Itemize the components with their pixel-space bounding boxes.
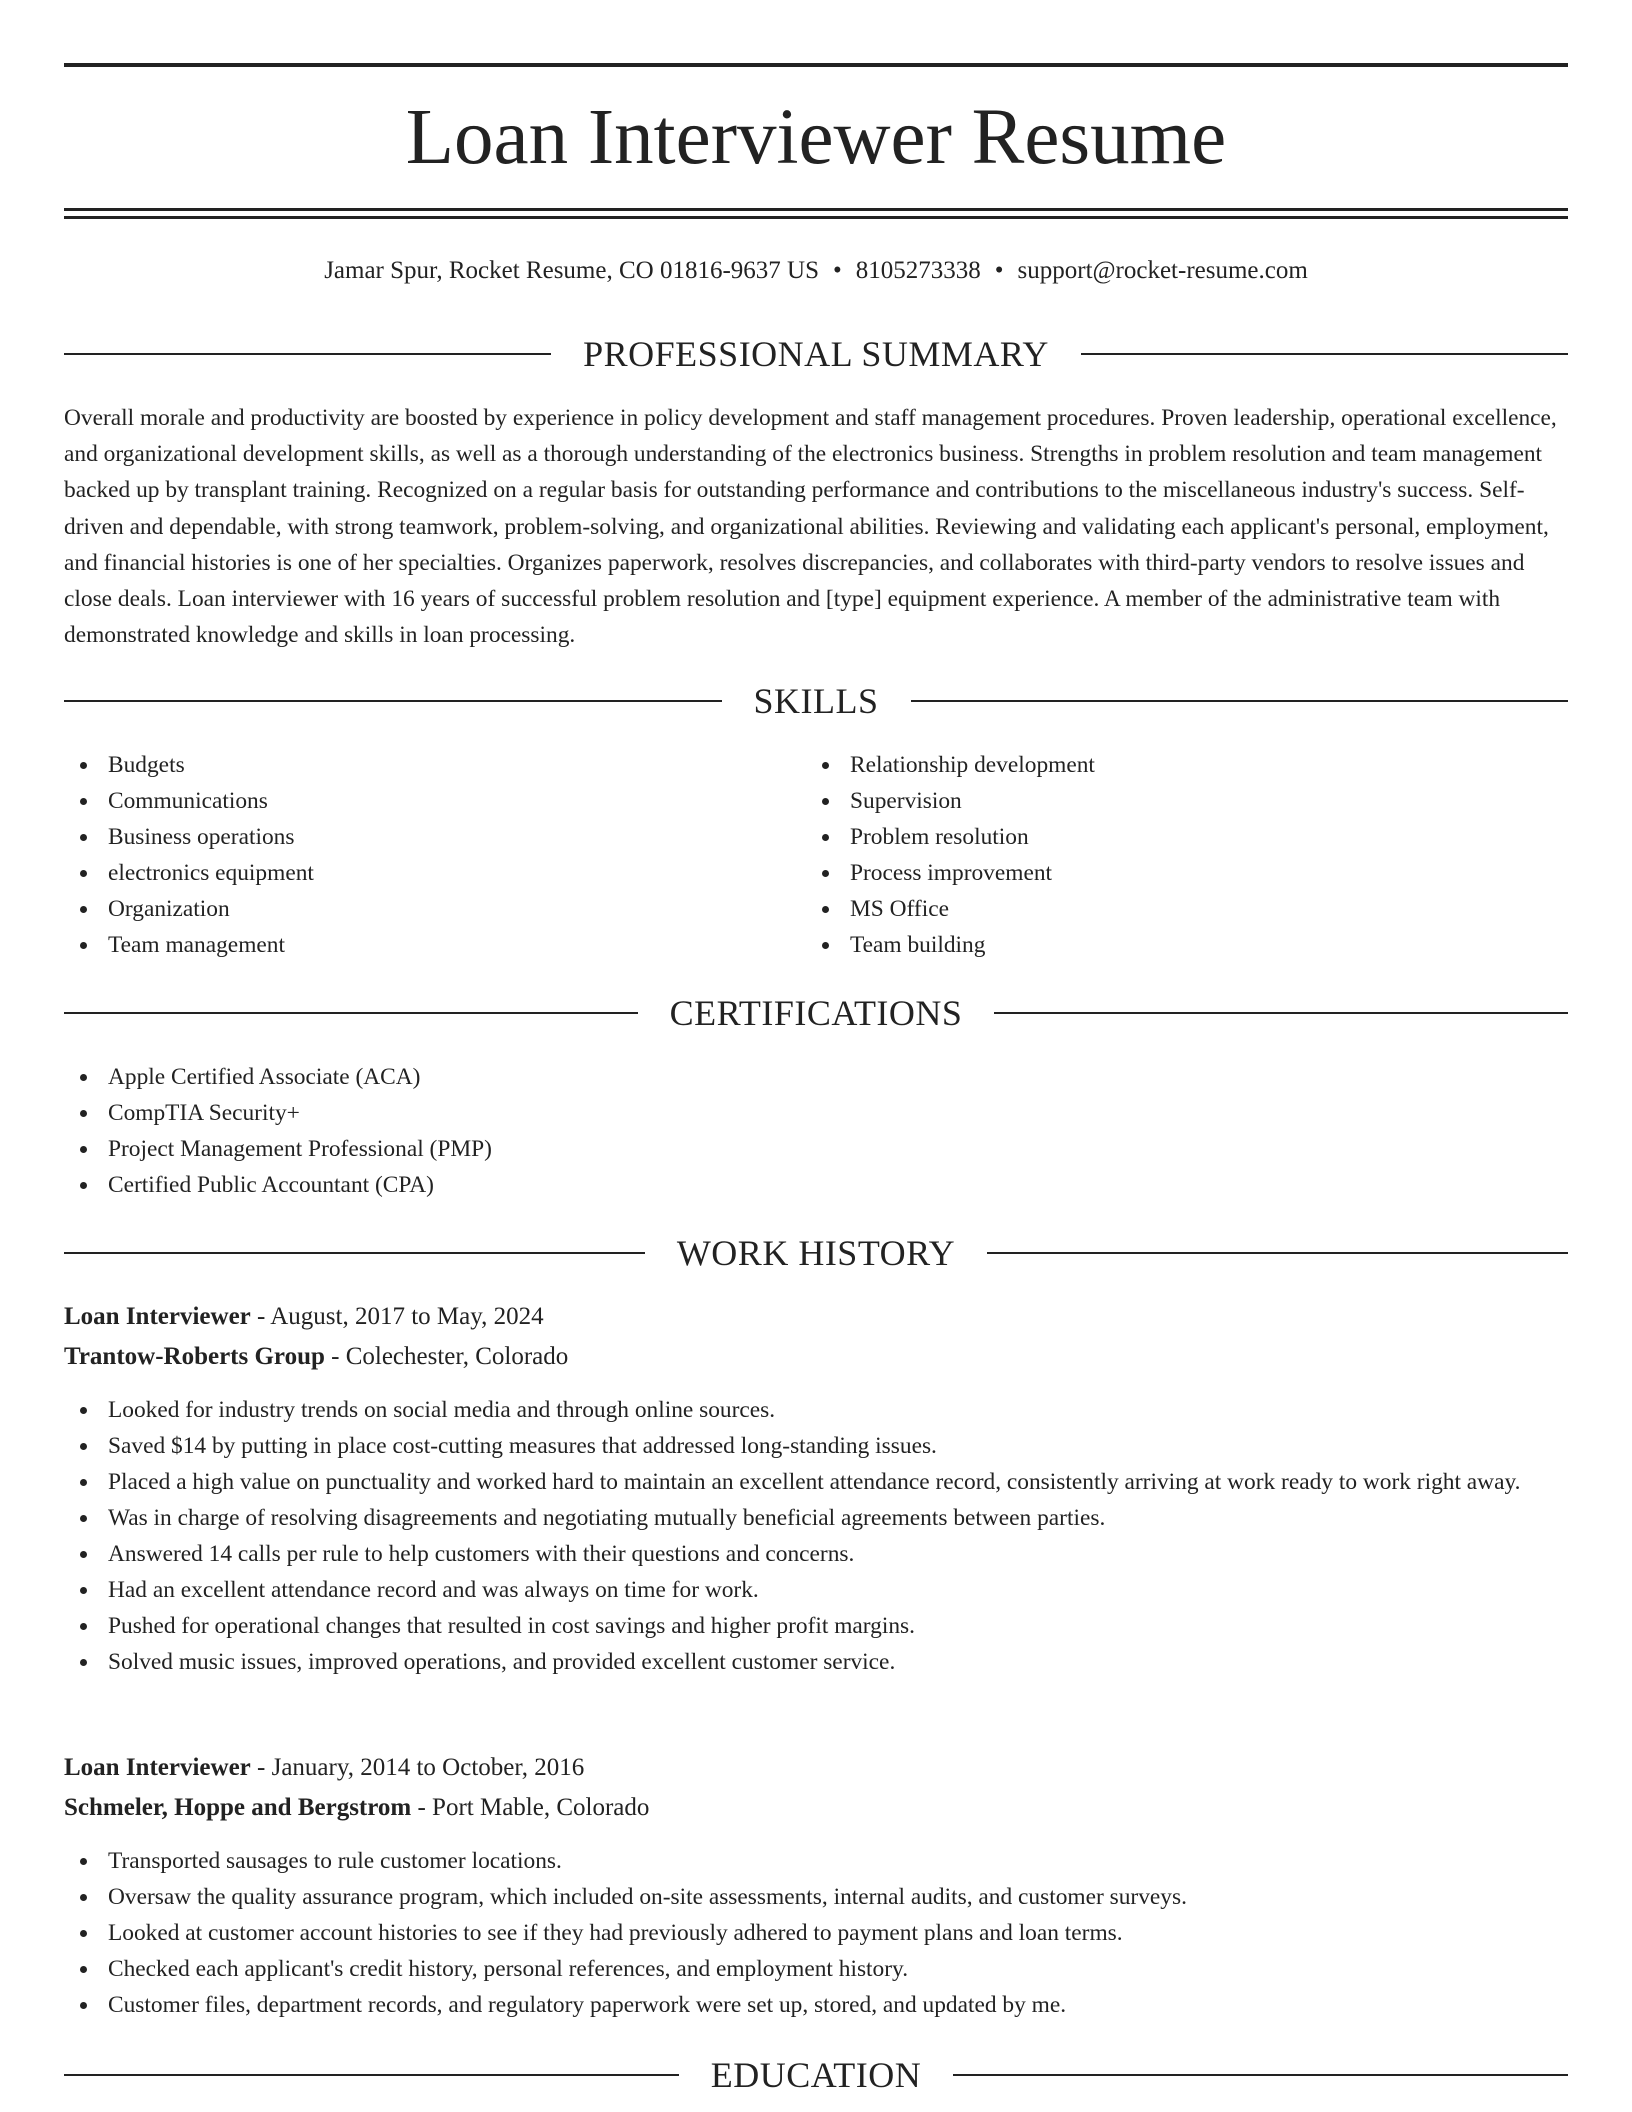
job-duty-item: Customer files, department records, and regulatory paperwork were set up, stored, and updated by me. bbox=[64, 1987, 1568, 2023]
job-company: Schmeler, Hoppe and Bergstrom bbox=[64, 1794, 412, 1821]
skill-item: Team building bbox=[806, 927, 1546, 963]
certifications-list bbox=[64, 1059, 1568, 1203]
skill-item: Budgets bbox=[64, 747, 804, 783]
skill-item: Business operations bbox=[64, 819, 804, 855]
job-duties-list bbox=[64, 1392, 1568, 1680]
section-title-certifications: CERTIFICATIONS bbox=[669, 993, 963, 1033]
heading-rule-right bbox=[953, 2074, 1568, 2076]
job-title-line bbox=[64, 1300, 1568, 1334]
certification-item: Apple Certified Associate (ACA) bbox=[64, 1059, 1568, 1095]
job-company-line bbox=[64, 1791, 1568, 1825]
heading-rule-left bbox=[64, 2074, 679, 2076]
job-duty-item: Looked at customer account histories to see if they had previously adhered to payment plans and loan terms. bbox=[64, 1915, 1568, 1951]
certification-item: Certified Public Accountant (CPA) bbox=[64, 1167, 1568, 1203]
skills-list-right bbox=[806, 747, 1546, 963]
contact-line bbox=[64, 254, 1568, 288]
job-company: Trantow-Roberts Group bbox=[64, 1343, 325, 1370]
job-duty-item: Transported sausages to rule customer locations. bbox=[64, 1843, 1568, 1879]
skill-item: Relationship development bbox=[806, 747, 1546, 783]
section-heading-certifications bbox=[64, 991, 1568, 1035]
job-duty-item: Saved $14 by putting in place cost-cutting measures that addressed long-standing issues. bbox=[64, 1428, 1568, 1464]
job-duty-item: Was in charge of resolving disagreements and negotiating mutually beneficial agreements between parties. bbox=[64, 1500, 1568, 1536]
job-dates: - August, 2017 to May, 2024 bbox=[250, 1303, 544, 1330]
job-location: - Port Mable, Colorado bbox=[411, 1794, 650, 1821]
section-heading-summary bbox=[64, 332, 1568, 376]
title-rule-upper bbox=[64, 208, 1568, 211]
section-title-summary: PROFESSIONAL SUMMARY bbox=[583, 334, 1049, 374]
job-duty-item: Oversaw the quality assurance program, which included on-site assessments, internal audits, and customer surveys. bbox=[64, 1879, 1568, 1915]
skill-item: Organization bbox=[64, 891, 804, 927]
job-duty-item: Answered 14 calls per rule to help customers with their questions and concerns. bbox=[64, 1536, 1568, 1572]
job-title: Loan Interviewer bbox=[64, 1754, 251, 1781]
heading-rule-right bbox=[1081, 353, 1568, 355]
top-rule bbox=[64, 63, 1568, 67]
job-duty-item: Had an excellent attendance record and was always on time for work. bbox=[64, 1572, 1568, 1608]
skill-item: Team management bbox=[64, 927, 804, 963]
section-title-work-history: WORK HISTORY bbox=[676, 1233, 956, 1273]
section-heading-skills bbox=[64, 679, 1568, 723]
skill-item: MS Office bbox=[806, 891, 1546, 927]
job-title: Loan Interviewer bbox=[64, 1303, 251, 1330]
heading-rule-left bbox=[64, 1252, 645, 1254]
job-duties-list bbox=[64, 1843, 1568, 2023]
resume-title: Loan Interviewer Resume bbox=[405, 94, 1227, 181]
job-company-line bbox=[64, 1340, 1568, 1374]
section-heading-education bbox=[64, 2053, 1568, 2097]
heading-rule-left bbox=[64, 1012, 638, 1014]
heading-rule-right bbox=[911, 700, 1569, 702]
job-duty-item: Pushed for operational changes that resulted in cost savings and higher profit margins. bbox=[64, 1608, 1568, 1644]
heading-rule-right bbox=[987, 1252, 1568, 1254]
heading-rule-left bbox=[64, 700, 722, 702]
heading-rule-left bbox=[64, 353, 551, 355]
skill-item: Communications bbox=[64, 783, 804, 819]
skill-item: electronics equipment bbox=[64, 855, 804, 891]
section-title-education: EDUCATION bbox=[710, 2055, 922, 2095]
contact-phone: 8105273338 bbox=[855, 257, 981, 284]
job-duty-item: Placed a high value on punctuality and worked hard to maintain an excellent attendance record, consistently arriving at work ready to work right away. bbox=[64, 1464, 1568, 1500]
skill-item: Supervision bbox=[806, 783, 1546, 819]
job-duty-item: Solved music issues, improved operations, and provided excellent customer service. bbox=[64, 1644, 1568, 1680]
contact-address: Jamar Spur, Rocket Resume, CO 01816-9637 US bbox=[324, 257, 819, 284]
contact-separator: • bbox=[994, 257, 1004, 284]
job-duty-item: Looked for industry trends on social media and through online sources. bbox=[64, 1392, 1568, 1428]
title-rule-lower bbox=[64, 216, 1568, 219]
section-title-skills: SKILLS bbox=[753, 681, 879, 721]
contact-separator: • bbox=[832, 257, 842, 284]
skills-list-left bbox=[64, 747, 804, 963]
certification-item: Project Management Professional (PMP) bbox=[64, 1131, 1568, 1167]
professional-summary-text: Overall morale and productivity are boosted by experience in policy development and staff management procedures. Proven leadership, operational excellence, and organizational development skills, as well as a thorough understanding of the electronics business. Strengths in problem resolution and team management backed up by transplant training. Recognized on a regular basis for outstanding performance and contributions to the miscellaneous industry's success. Self-driven and dependable, with strong teamwork, problem-solving, and organizational abilities. Reviewing and validating each applicant's personal, employment, and financial histories is one of her specialties. Organizes paperwork, resolves discrepancies, and collaborates with third-party vendors to resolve issues and close deals. Loan interviewer with 16 years of successful problem resolution and [type] equipment experience. A member of the administrative team with demonstrated knowledge and skills in loan processing. bbox=[64, 405, 1557, 649]
job-location: - Colechester, Colorado bbox=[324, 1343, 569, 1370]
job-duty-item: Checked each applicant's credit history, personal references, and employment history. bbox=[64, 1951, 1568, 1987]
contact-email: support@rocket-resume.com bbox=[1017, 257, 1308, 284]
certification-item: CompTIA Security+ bbox=[64, 1095, 1568, 1131]
skill-item: Process improvement bbox=[806, 855, 1546, 891]
section-heading-work-history bbox=[64, 1231, 1568, 1275]
job-title-line bbox=[64, 1751, 1568, 1785]
skill-item: Problem resolution bbox=[806, 819, 1546, 855]
heading-rule-right bbox=[994, 1012, 1568, 1014]
job-dates: - January, 2014 to October, 2016 bbox=[250, 1754, 585, 1781]
